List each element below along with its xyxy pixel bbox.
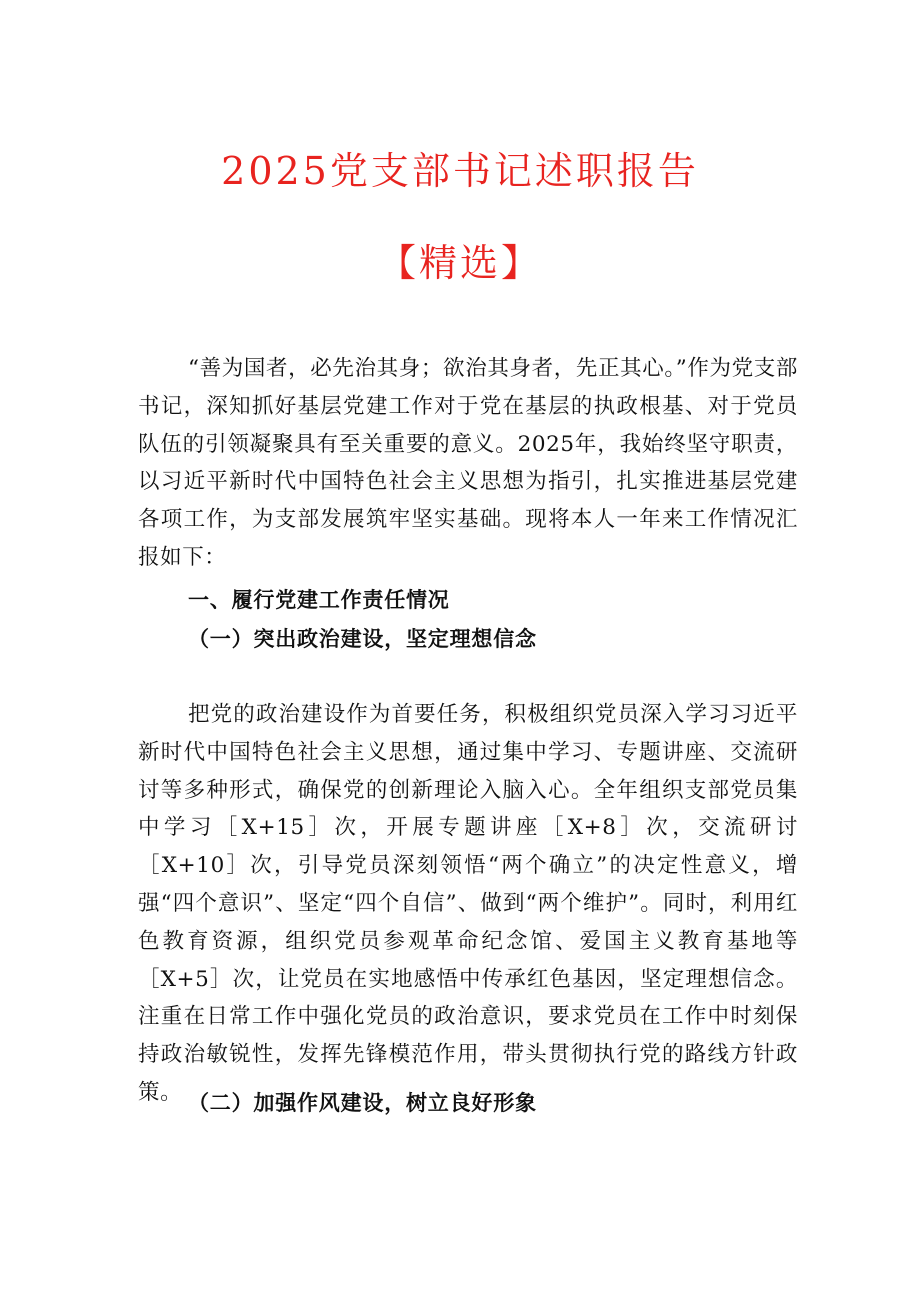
document-subtitle: 【精选】 <box>377 241 542 285</box>
subsection-heading-2: （二）加强作风建设，树立良好形象 <box>188 1091 537 1115</box>
section-heading-1: 一、履行党建工作责任情况 <box>188 588 450 612</box>
subsection-heading-1: （一）突出政治建设，坚定理想信念 <box>188 627 537 651</box>
intro-paragraph: “善为国者，必先治其身；欲治其身者，先正其心。”作为党支部书记，深知抓好基层党建工作对于党在基层的执政根基、对于党员队伍的引领凝聚具有至关重要的意义。2025年，我始终坚守职责，以习近平新时代中国特色社会主义思想为指引，扎实推进基层党建各项工作，为支部发展筑牢坚实基础。现将本人一年来工作情况汇报如下： <box>138 356 798 570</box>
document-title: 2025党支部书记述职报告 <box>221 149 699 193</box>
subsection-1-paragraph: 把党的政治建设作为首要任务，积极组织党员深入学习习近平新时代中国特色社会主义思想，通过集中学习、专题讲座、交流研讨等多种形式，确保党的创新理论入脑入心。全年组织支部党员集中学习［X+15］次，开展专题讲座［X+8］次，交流研讨［X+10］次，引导党员深刻领悟“两个确立”的决定性意义，增强“四个意识”、坚定“四个自信”、做到“两个维护”。同时，利用红色教育资源，组织党员参观革命纪念馆、爱国主义教育基地等［X+5］次，让党员在实地感悟中传承红色基因，坚定理想信念。注重在日常工作中强化党员的政治意识，要求党员在工作中时刻保持政治敏锐性，发挥先锋模范作用，带头贯彻执行党的路线方针政策。 <box>138 702 798 1105</box>
